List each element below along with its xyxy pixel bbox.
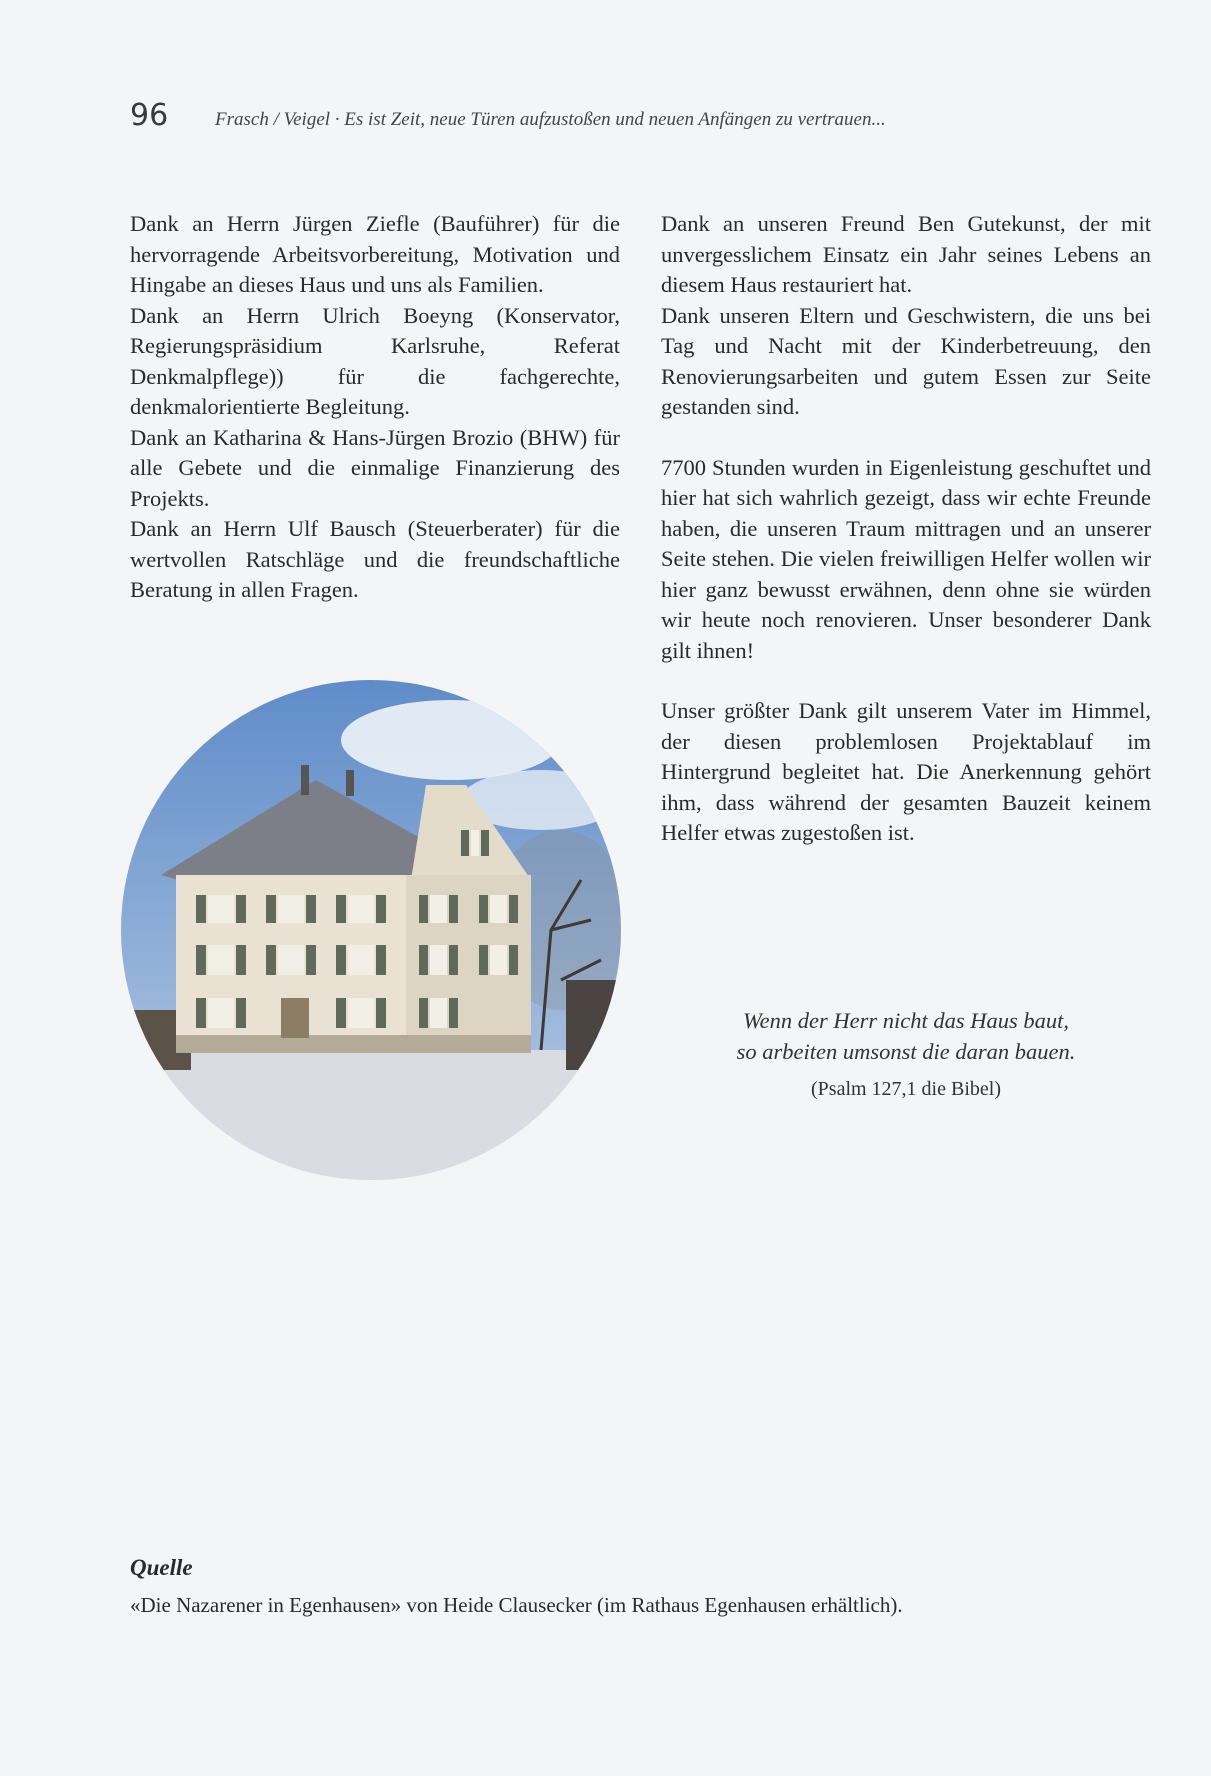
paragraph: Dank an Herrn Ulf Bausch (Steuerberater) für die wertvollen Ratschläge und die freundschaftliche Beratung in allen Fragen. (130, 516, 620, 602)
bible-quote (661, 1005, 1151, 1067)
left-column (130, 209, 620, 606)
paragraph: Dank an Katharina & Hans-Jürgen Brozio (BHW) für alle Gebete und die einmalige Finanzierung des Projekts. (130, 424, 620, 511)
paragraph: Dank an Herrn Ulrich Boeyng (Konservator, Regierungspräsidium Karlsruhe, Referat Denkmalpflege)) für die fachgerechte, denkmalorientierte Begleitung. (130, 302, 620, 419)
paragraph: 7700 Stunden wurden in Eigenleistung geschuftet und hier hat sich wahrlich gezeigt, dass wir echte Freunde haben, die unseren Traum mittragen und an unserer Seite stehen. Die vielen freiwilligen Helfer wollen wir hier ganz bewusst erwähnen, denn ohne sie würden wir heute noch renovieren. Unser besonderer Dank gilt ihnen! (661, 454, 1151, 663)
quote-line: Wenn der Herr nicht das Haus baut, (742, 1008, 1070, 1033)
page-header (130, 98, 1090, 138)
quote-citation: (Psalm 127,1 die Bibel) (811, 1078, 1001, 1100)
paragraph: Unser größter Dank gilt unserem Vater im Himmel, der diesen problemlosen Projektablauf im Hintergrund begleitet hat. Die Anerkennung gehört ihm, dass während der gesamten Bauzeit keinem Helfer etwas zugestoßen ist. (661, 698, 1151, 845)
page-number: 96 (130, 98, 169, 133)
running-title: Frasch / Veigel · Es ist Zeit, neue Türen aufzustoßen und neuen Anfängen zu vertrauen... (215, 109, 886, 130)
house-photo (121, 680, 621, 1180)
source-heading: Quelle (130, 1555, 193, 1580)
right-column (661, 209, 1151, 849)
source-text: «Die Nazarener in Egenhausen» von Heide Clausecker (im Rathaus Egenhausen erhältlich). (130, 1593, 903, 1617)
paragraph: Dank an Herrn Jürgen Ziefle (Bauführer) für die hervorragende Arbeitsvorbereitung, Motivation und Hingabe an dieses Haus und uns als Familien. (130, 211, 620, 297)
quote-line: so arbeiten umsonst die daran bauen. (736, 1039, 1076, 1064)
paragraph: Dank an unseren Freund Ben Gutekunst, der mit unvergesslichem Einsatz ein Jahr seines Lebens an diesem Haus restauriert hat. (661, 211, 1151, 297)
paragraph: Dank unseren Eltern und Geschwistern, die uns bei Tag und Nacht mit der Kinderbetreuung, den Renovierungsarbeiten und gutem Essen zur Seite gestanden sind. (661, 302, 1151, 419)
